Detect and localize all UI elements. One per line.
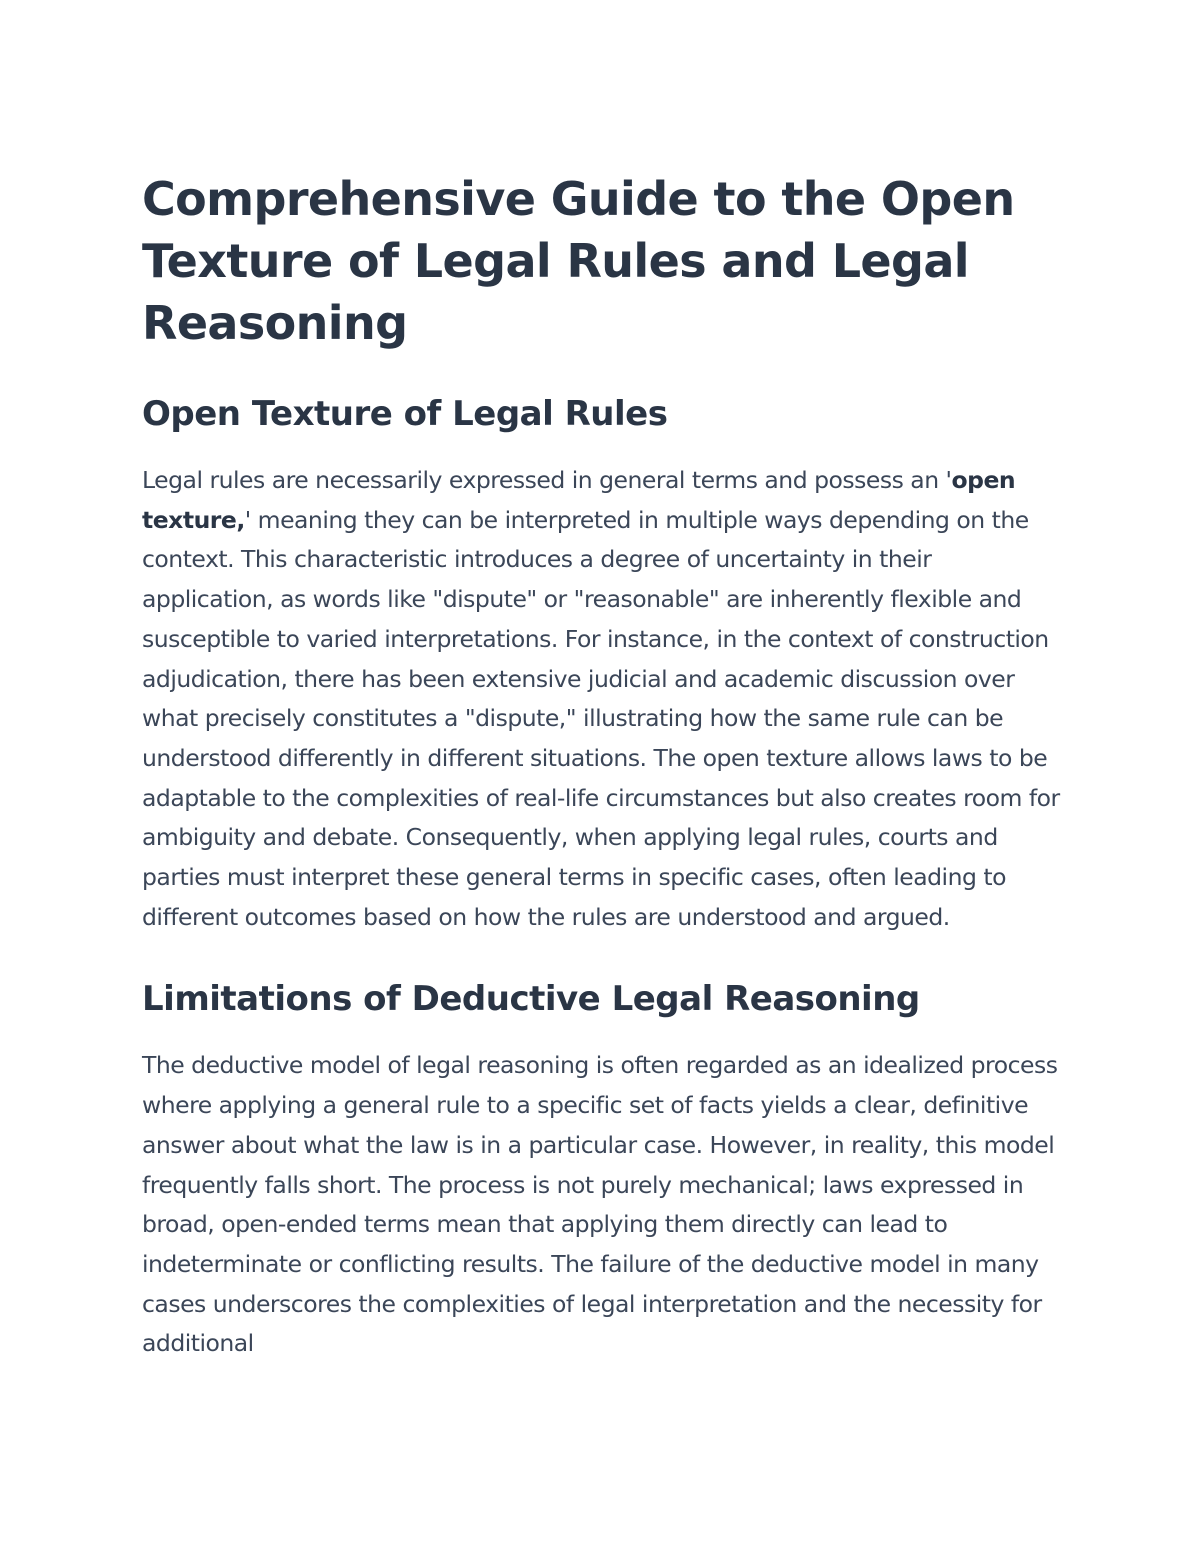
paragraph-text-start: Legal rules are necessarily expressed in general terms and possess an ' [142, 466, 952, 494]
document-title: Comprehensive Guide to the Open Texture of Legal Rules and Legal Reasoning [142, 172, 1015, 350]
bold-term-open-texture: open texture, [142, 466, 1016, 534]
document-page [142, 168, 1067, 1364]
section-paragraph-open-texture [142, 461, 1067, 937]
section-heading-open-texture: Open Texture of Legal Rules [142, 394, 668, 434]
section-heading-deductive-reasoning: Limitations of Deductive Legal Reasoning [142, 979, 920, 1020]
section-paragraph-deductive-reasoning: The deductive model of legal reasoning is often regarded as an idealized process where applying a general rule to a specific set of facts yields a clear, definitive answer about what the law is in a particular case. However, in reality, this model frequently falls short. The process is not purely mechanical; laws expressed in broad, open-ended terms mean that applying them directly can lead to indeterminate or conflicting results. The failure of the deductive model in many cases underscores the complexities of legal interpretation and the necessity for additional [142, 1051, 1058, 1358]
paragraph-text-rest: ' meaning they can be interpreted in multiple ways depending on the context. This characteristic introduces a degree of uncertainty in their application, as words like "dispute" or "reasonable" are inherently flexible and susceptible to varied interpretations. For instance, in the context of construction adjudication, there has been extensive judicial and academic discussion over what precisely constitutes a "dispute," illustrating how the same rule can be understood differently in different situations. The open texture allows laws to be adaptable to the complexities of real-life circumstances but also creates room for ambiguity and debate. Consequently, when applying legal rules, courts and parties must interpret these general terms in specific cases, often leading to different outcomes based on how the rules are understood and argued. [142, 505, 1060, 931]
